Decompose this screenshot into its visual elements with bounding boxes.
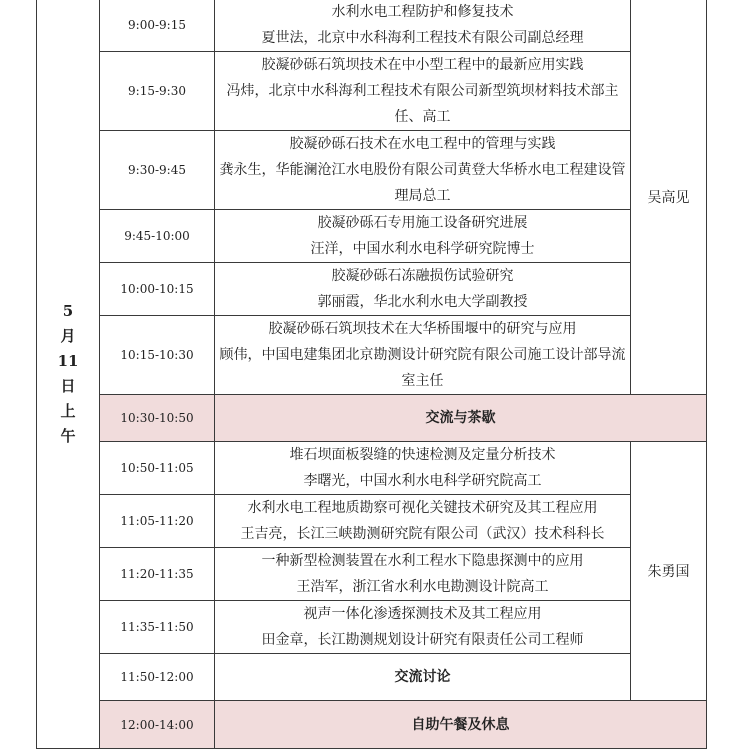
- time-cell: 10:00-10:15: [100, 263, 215, 316]
- time-cell: 10:30-10:50: [100, 395, 215, 442]
- topic-cell: [215, 52, 631, 131]
- talk-title: 视声一体化渗透探测技术及其工程应用: [303, 606, 542, 622]
- talk-title: 胶凝砂砾石筑坝技术在中小型工程中的最新应用实践: [261, 57, 584, 73]
- topic-cell: [215, 601, 631, 654]
- talk-title: 胶凝砂砾石技术在水电工程中的管理与实践: [289, 136, 556, 152]
- talk-speaker: 郭丽霞，华北水利水电大学副教授: [317, 294, 528, 310]
- talk-title: 水利水电工程地质勘察可视化关键技术研究及其工程应用: [247, 500, 598, 516]
- talk-speaker: 夏世法，北京中水科海利工程技术有限公司副总经理: [261, 30, 584, 46]
- table-row: [37, 210, 707, 263]
- time-cell: 11:20-11:35: [100, 548, 215, 601]
- talk-title: 堆石坝面板裂缝的快速检测及定量分析技术: [289, 447, 556, 463]
- date-char: 11: [57, 351, 79, 370]
- talk-title: 水利水电工程防护和修复技术: [331, 4, 514, 20]
- talk-title: 胶凝砂砾石筑坝技术在大华桥围堰中的研究与应用: [268, 321, 577, 337]
- time-cell: 12:00-14:00: [100, 701, 215, 749]
- time-cell: 9:15-9:30: [100, 52, 215, 131]
- talk-title: 胶凝砂砾石专用施工设备研究进展: [317, 215, 528, 231]
- time-cell: 11:50-12:00: [100, 654, 215, 701]
- break-label: 自助午餐及休息: [215, 701, 707, 749]
- break-row: [37, 395, 707, 442]
- date-char: 5: [62, 301, 74, 320]
- talk-speaker: 龚永生，华能澜沧江水电股份有限公司黄登大华桥水电工程建设管理局总工: [219, 162, 626, 204]
- topic-cell: [215, 263, 631, 316]
- discussion-label: 交流讨论: [215, 654, 631, 701]
- date-char: 上: [60, 401, 76, 420]
- table-row: [37, 495, 707, 548]
- talk-title: 一种新型检测装置在水利工程水下隐患探测中的应用: [261, 553, 584, 569]
- date-char: 日: [60, 376, 76, 395]
- break-row: [37, 701, 707, 749]
- table-row: [37, 442, 707, 495]
- time-cell: 9:30-9:45: [100, 131, 215, 210]
- discussion-row: [37, 654, 707, 701]
- break-label: 交流与茶歇: [215, 395, 707, 442]
- talk-speaker: 冯炜，北京中水科海利工程技术有限公司新型筑坝材料技术部主任、高工: [226, 83, 619, 125]
- topic-cell: [215, 0, 631, 52]
- time-cell: 11:35-11:50: [100, 601, 215, 654]
- talk-speaker: 汪洋，中国水利水电科学研究院博士: [310, 241, 535, 257]
- topic-cell: [215, 442, 631, 495]
- talk-speaker: 王浩军，浙江省水利水电勘测设计院高工: [296, 579, 549, 595]
- talk-speaker: 顾伟，中国电建集团北京勘测设计研究院有限公司施工设计部导流室主任: [219, 347, 626, 389]
- table-row: [37, 548, 707, 601]
- table-row: [37, 263, 707, 316]
- table-row: [37, 52, 707, 131]
- table-row: [37, 601, 707, 654]
- table-row: [37, 131, 707, 210]
- talk-title: 胶凝砂砾石冻融损伤试验研究: [331, 268, 514, 284]
- talk-speaker: 田金章，长江勘测规划设计研究有限责任公司工程师: [261, 632, 584, 648]
- time-cell: 11:05-11:20: [100, 495, 215, 548]
- time-cell: 10:15-10:30: [100, 316, 215, 395]
- topic-cell: [215, 548, 631, 601]
- time-cell: 9:00-9:15: [100, 0, 215, 52]
- time-cell: 10:50-11:05: [100, 442, 215, 495]
- topic-cell: [215, 495, 631, 548]
- chair-cell: 吴高见: [631, 0, 707, 395]
- chair-cell: 朱勇国: [631, 442, 707, 701]
- schedule-table: [36, 0, 707, 749]
- table-row: [37, 316, 707, 395]
- talk-speaker: 王吉亮，长江三峡勘测研究院有限公司（武汉）技术科科长: [240, 526, 605, 542]
- topic-cell: [215, 131, 631, 210]
- date-char: 午: [60, 426, 76, 445]
- table-row: [37, 0, 707, 52]
- topic-cell: [215, 210, 631, 263]
- talk-speaker: 李曙光，中国水利水电科学研究院高工: [303, 473, 542, 489]
- session-date-cell: [37, 0, 100, 749]
- time-cell: 9:45-10:00: [100, 210, 215, 263]
- date-char: 月: [60, 326, 76, 345]
- topic-cell: [215, 316, 631, 395]
